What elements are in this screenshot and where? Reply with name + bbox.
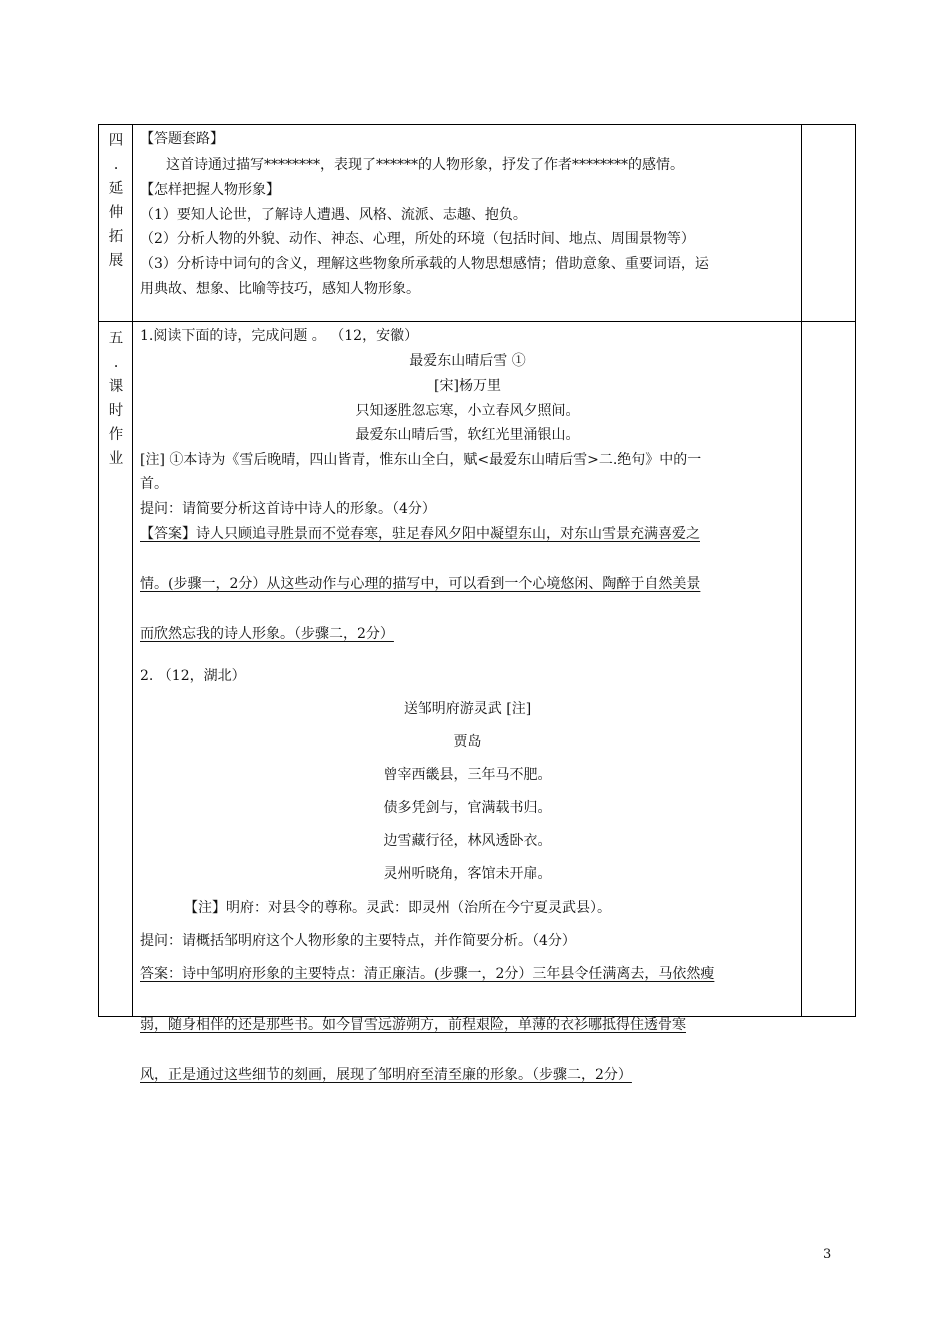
question-1-ask: 提问：请简要分析这首诗中诗人的形象。（4分） [140,501,436,517]
answer-2-line: 风，正是通过这些细节的刻画，展现了邹明府至清至廉的形象。（步骤二，2分） [140,1067,632,1083]
poem-2-line: 曾宰西畿县，三年马不肥。 [383,767,552,783]
poem-1-title: 最爱东山晴后雪 ① [409,353,526,369]
poem-2-line: 债多凭剑与，官满载书归。 [383,800,552,816]
heading-answer-formula: 【答题套路】 [140,131,224,147]
answer-2-line: 答案：诗中邹明府形象的主要特点：清正廉洁。(步骤一，2分）三年县令任满离去，马依然瘦 [140,966,715,982]
method-point-1: （1）要知人论世，了解诗人遭遇、风格、流派、志趣、抱负。 [140,207,527,223]
poem-1-note: [注] ①本诗为《雪后晚晴，四山皆青，惟东山全白，赋<最爱东山晴后雪>二.绝句》中的一 [140,452,702,468]
heading-character-image: 【怎样把握人物形象】 [140,182,280,198]
poem-1-line: 最爱东山晴后雪，软红光里涌银山。 [355,427,580,443]
method-point-2: （2）分析人物的外貌、动作、神态、心理，所处的环境（包括时间、地点、周围景物等） [140,231,695,247]
question-1-prompt: 1.阅读下面的诗，完成问题 。 （12，安徽） [140,328,419,344]
page-number: 3 [823,1247,832,1262]
poem-2-title: 送邹明府游灵武 [注] [403,701,532,717]
question-2-prompt: 2. （12，湖北） [140,668,246,684]
answer-formula: 这首诗通过描写********，表现了******的人物形象，抒发了作者********的感情。 [166,157,684,173]
method-point-3-cont: 用典故、想象、比喻等技巧，感知人物形象。 [140,281,420,297]
poem-2-line: 边雪藏行径，林风透卧衣。 [383,833,552,849]
poem-2-line: 灵州听晓角，客馆未开扉。 [383,866,552,882]
section-5-label: 五 . 课 时 作 业 [108,331,124,467]
poem-1-line: 只知逐胜忽忘寒，小立春风夕照间。 [355,403,580,419]
answer-2-line: 弱，随身相伴的还是那些书。如今冒雪远游朔方，前程艰险，单薄的衣衫哪抵得住透骨寒 [140,1017,686,1033]
answer-1-line: 【答案】诗人只顾追寻胜景而不觉春寒，驻足春风夕阳中凝望东山，对东山雪景充满喜爱之 [140,526,700,542]
row-divider [99,321,855,322]
answer-1-line: 而欣然忘我的诗人形象。（步骤二，2分） [140,626,394,642]
answer-1-line: 情。(步骤一，2分）从这些动作与心理的描写中，可以看到一个心境悠闲、陶醉于自然美景 [140,576,701,592]
poem-2-note: 【注】明府：对县令的尊称。灵武：即灵州（治所在今宁夏灵武县）。 [184,900,611,916]
method-point-3: （3）分析诗中词句的含义，理解这些物象所承载的人物思想感情；借助意象、重要词语，运 [140,256,709,272]
column-divider [801,125,802,1016]
poem-1-author: [宋]杨万里 [434,378,501,394]
question-2-ask: 提问：请概括邹明府这个人物形象的主要特点，并作简要分析。（4分） [140,933,576,949]
poem-2-author: 贾岛 [453,734,482,750]
poem-1-note-cont: 首。 [140,476,168,492]
section-4-label: 四 . 延 伸 拓 展 [108,133,124,269]
